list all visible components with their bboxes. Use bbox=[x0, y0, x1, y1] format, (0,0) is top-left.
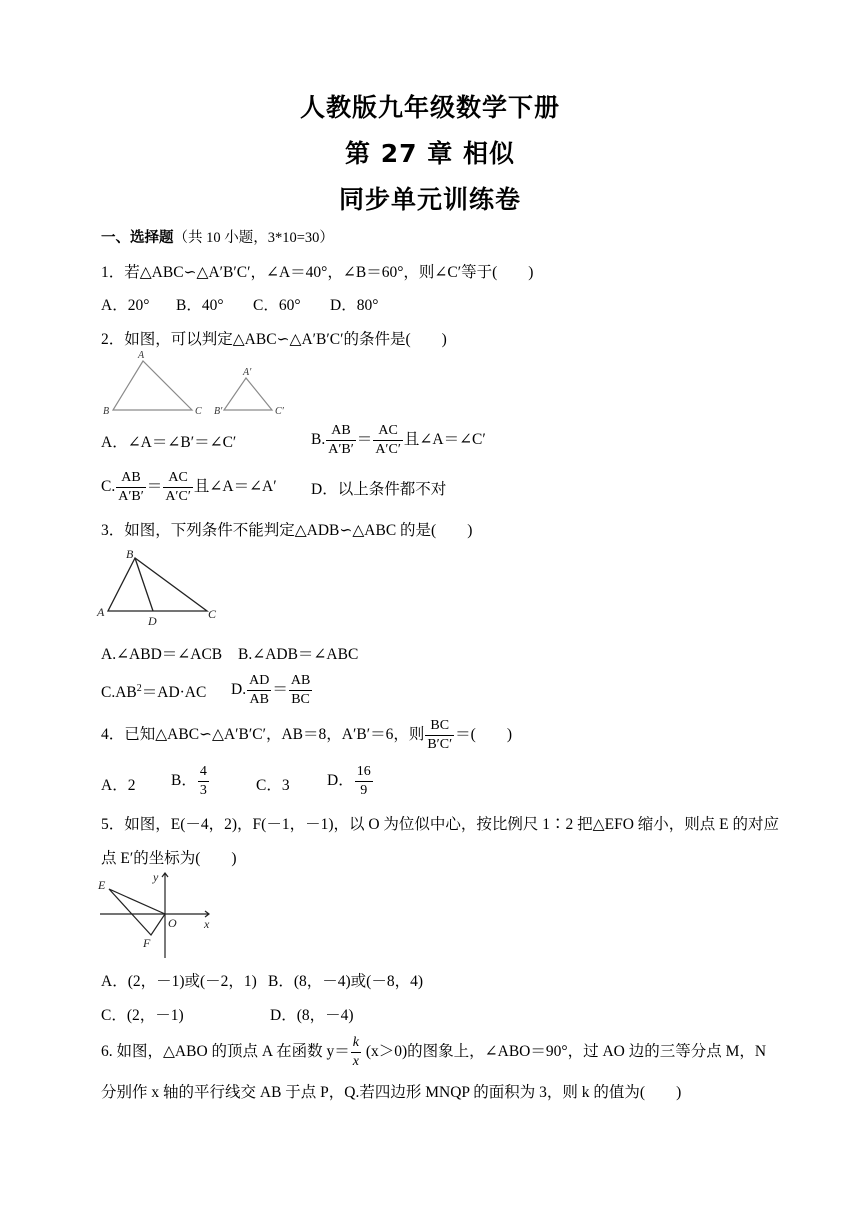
q4-option-d-frac-den: 9 bbox=[360, 783, 368, 798]
q6-stem-frac-den: x bbox=[352, 1054, 359, 1069]
q5-label-y: y bbox=[153, 870, 159, 884]
q2-label-a-prime: A′ bbox=[243, 367, 252, 378]
q2-label-b-prime: B′ bbox=[214, 406, 223, 417]
q3-option-c-post: ＝AD·AC bbox=[141, 684, 207, 701]
q4-stem-post: ＝( ) bbox=[455, 726, 512, 744]
q2-option-a: A．∠A＝∠B′＝∠C′ bbox=[101, 434, 237, 451]
q2-triangle-abc bbox=[113, 361, 192, 410]
q2-stem: 2．如图，可以判定△ABC∽△A′B′C′的条件是( ) bbox=[101, 331, 447, 348]
page-title: 人教版九年级数学下册 bbox=[299, 93, 560, 122]
q2-option-b-f1-num: AB bbox=[326, 422, 356, 441]
q2-option-c-f1-den: A′B′ bbox=[118, 489, 144, 504]
q3-option-c-pre: C.AB bbox=[101, 684, 137, 701]
q1-option-b: B．40° bbox=[176, 297, 224, 314]
worksheet-subtitle: 同步单元训练卷 bbox=[338, 185, 521, 214]
section-heading bbox=[101, 226, 334, 247]
q3-option-d-f1-num: AD bbox=[247, 672, 271, 691]
q2-option-b-suffix: 且∠A＝∠C′ bbox=[403, 431, 486, 449]
q6-stem-frac-num: k bbox=[351, 1034, 361, 1053]
q4-stem-fraction bbox=[425, 717, 454, 754]
q5-label-x: x bbox=[204, 917, 210, 931]
q2-option-c-f2-num: AC bbox=[163, 469, 193, 488]
q3-label-a: A bbox=[97, 605, 105, 619]
q6-stem-post: (x＞0)的图象上，∠ABO＝90°，过 AO 边的三等分点 M，N bbox=[361, 1043, 767, 1061]
q3-stem: 3．如图，下列条件不能判定△ADB∽△ABC 的是( ) bbox=[101, 522, 473, 539]
q6-stem-fraction bbox=[351, 1034, 361, 1071]
q6-stem-line-1 bbox=[101, 1034, 766, 1071]
q3-option-d-f2-num: AB bbox=[289, 672, 312, 691]
q5-option-a: A．(2，－1)或(－2，1) bbox=[101, 973, 257, 990]
q3-option-c bbox=[101, 680, 206, 702]
q5-option-c: C．(2，－1) bbox=[101, 1007, 184, 1024]
q2-option-b-f1-den: A′B′ bbox=[328, 442, 354, 457]
q3-label-c: C bbox=[208, 607, 217, 621]
q3-label-b: B bbox=[126, 547, 134, 561]
q6-stem-pre: 6. 如图，△ABO 的顶点 A 在函数 y＝ bbox=[101, 1043, 350, 1061]
q5-option-d: D．(8，－4) bbox=[270, 1007, 354, 1024]
q4-stem-frac-den: B′C′ bbox=[427, 737, 453, 752]
q1-option-c: C．60° bbox=[253, 297, 301, 314]
q2-option-b bbox=[311, 422, 486, 459]
q4-option-d bbox=[327, 763, 374, 800]
q2-option-c bbox=[101, 469, 277, 506]
q5-stem-line-1: 5．如图，E(－4，2)，F(－1，－1)，以 O 为位似中心，按比例尺 1∶2 把△EFO 缩小，则点 E 的对应 bbox=[101, 816, 779, 833]
q4-option-b-frac-num: 4 bbox=[198, 763, 209, 782]
q4-option-d-prefix: D． bbox=[327, 772, 354, 790]
q3-option-d-prefix: D. bbox=[231, 681, 247, 699]
q2-option-b-prefix: B. bbox=[311, 431, 326, 449]
q2-option-c-suffix: 且∠A＝∠A′ bbox=[193, 478, 277, 496]
q1-stem: 1．若△ABC∽△A′B′C′，∠A＝40°，∠B＝60°，则∠C′等于( ) bbox=[101, 264, 534, 281]
q2-label-b: B bbox=[103, 406, 110, 417]
q4-option-b-prefix: B． bbox=[171, 772, 197, 790]
q6-stem-line-2: 分别作 x 轴的平行线交 AB 于点 P，Q.若四边形 MNQP 的面积为 3，则 k 的值为( ) bbox=[101, 1084, 682, 1101]
q3-option-d-equals: ＝ bbox=[272, 681, 288, 699]
q3-option-d-fraction-1 bbox=[247, 672, 271, 709]
q2-option-d: D．以上条件都不对 bbox=[311, 481, 447, 498]
q3-option-d-f2-den: BC bbox=[291, 692, 310, 707]
q4-option-b-fraction bbox=[198, 763, 209, 800]
q1-option-a: A．20° bbox=[101, 297, 150, 314]
q3-label-d: D bbox=[148, 614, 157, 628]
q3-option-d-fraction-2 bbox=[289, 672, 312, 709]
section-heading-text: 一、选择题 bbox=[101, 230, 174, 246]
q1-option-d: D．80° bbox=[330, 297, 379, 314]
q2-option-c-prefix: C. bbox=[101, 478, 116, 496]
q4-stem bbox=[101, 717, 512, 754]
q2-option-b-fraction-2 bbox=[373, 422, 403, 459]
q3-option-c-exponent: 2 bbox=[136, 682, 142, 694]
section-note: （共 10 小题，3*10=30） bbox=[173, 230, 334, 246]
q4-option-d-fraction bbox=[355, 763, 373, 800]
q2-option-c-equals: ＝ bbox=[146, 478, 163, 496]
q2-triangle-a1b1c1 bbox=[224, 378, 272, 410]
q5-label-f: F bbox=[143, 936, 151, 950]
q3-option-d bbox=[231, 672, 313, 709]
q5-option-b: B．(8，－4)或(－8，4) bbox=[268, 973, 423, 990]
q2-option-b-f2-num: AC bbox=[373, 422, 403, 441]
q2-option-b-equals: ＝ bbox=[356, 431, 373, 449]
q5-label-o: O bbox=[168, 916, 177, 930]
q2-option-b-fraction-1 bbox=[326, 422, 356, 459]
q2-label-c-prime: C′ bbox=[275, 406, 284, 417]
q3-option-b: B.∠ADB＝∠ABC bbox=[238, 646, 359, 663]
q3-option-a: A.∠ABD＝∠ACB bbox=[101, 646, 223, 663]
q2-figure bbox=[100, 350, 300, 420]
q5-label-e: E bbox=[98, 878, 106, 892]
q4-option-c: C．3 bbox=[256, 777, 290, 794]
q5-figure bbox=[96, 868, 226, 960]
q4-option-d-frac-num: 16 bbox=[355, 763, 373, 782]
q5-triangle-efo bbox=[109, 889, 165, 935]
q2-label-a: A bbox=[138, 350, 145, 361]
q4-stem-pre: 4．已知△ABC∽△A′B′C′，AB＝8，A′B′＝6，则 bbox=[101, 726, 425, 744]
q3-triangle-abc bbox=[108, 558, 207, 611]
q2-option-c-fraction-2 bbox=[163, 469, 193, 506]
q3-option-d-f1-den: AB bbox=[249, 692, 269, 707]
q2-option-c-f2-den: A′C′ bbox=[165, 489, 191, 504]
q3-figure bbox=[96, 545, 226, 627]
q4-option-b bbox=[171, 763, 210, 800]
q4-stem-frac-num: BC bbox=[425, 717, 454, 736]
q2-option-b-f2-den: A′C′ bbox=[375, 442, 401, 457]
q4-option-a: A．2 bbox=[101, 777, 136, 794]
q2-label-c: C bbox=[195, 406, 202, 417]
q3-segment-bd bbox=[135, 558, 153, 611]
q2-option-c-f1-num: AB bbox=[116, 469, 146, 488]
q4-option-b-frac-den: 3 bbox=[199, 783, 207, 798]
q2-option-c-fraction-1 bbox=[116, 469, 146, 506]
chapter-title: 第 27 章 相似 bbox=[345, 139, 515, 168]
q5-stem-line-2: 点 E′的坐标为( ) bbox=[101, 850, 237, 867]
